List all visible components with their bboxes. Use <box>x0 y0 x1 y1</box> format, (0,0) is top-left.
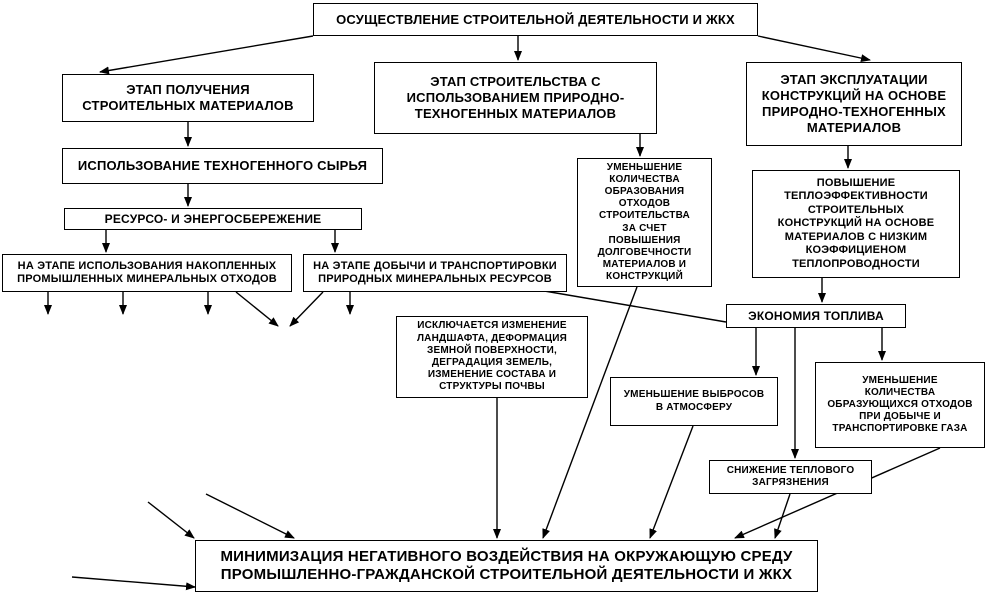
stage-materials-box: ЭТАП ПОЛУЧЕНИЯ СТРОИТЕЛЬНЫХ МАТЕРИАЛОВ <box>62 74 314 122</box>
arrow-extraction-out-1 <box>290 292 323 326</box>
result-box: МИНИМИЗАЦИЯ НЕГАТИВНОГО ВОЗДЕЙСТВИЯ НА ОКРУЖАЮЩУЮ СРЕДУ ПРОМЫШЛЕННО-ГРАЖДАНСКОЙ СТРОИТЕЛЬНОЙ ДЕЯТЕЛЬНОСТИ И ЖКХ <box>195 540 818 592</box>
arrow-thermal-pollution-to-result <box>775 494 790 538</box>
thermal-pollution-box: СНИЖЕНИЕ ТЕПЛОВОГО ЗАГРЯЗНЕНИЯ <box>709 460 872 494</box>
arrow-top-to-materials <box>100 36 313 72</box>
arrow-emissions-to-result <box>650 426 693 538</box>
arrow-accumulated-out-4 <box>236 292 278 326</box>
arrow-top-to-operation <box>758 36 870 60</box>
technogenic-raw-box: ИСПОЛЬЗОВАНИЕ ТЕХНОГЕННОГО СЫРЬЯ <box>62 148 383 184</box>
thermal-efficiency-box: ПОВЫШЕНИЕ ТЕПЛОЭФФЕКТИВНОСТИ СТРОИТЕЛЬНЫХ КОНСТРУКЦИЙ НА ОСНОВЕ МАТЕРИАЛОВ С НИЗКИМ КОЭФФИЦИЕНОМ ТЕПЛОПРОВОДНОСТИ <box>752 170 960 278</box>
resource-saving-box: РЕСУРСО- И ЭНЕРГОСБЕРЕЖЕНИЕ <box>64 208 362 230</box>
gas-waste-box: УМЕНЬШЕНИЕ КОЛИЧЕСТВА ОБРАЗУЮЩИХСЯ ОТХОДОВ ПРИ ДОБЫЧЕ И ТРАНСПОРТИРОВКЕ ГАЗА <box>815 362 985 448</box>
arrow-external-1 <box>148 502 194 538</box>
arrow-external-3 <box>72 577 195 587</box>
extraction-stage-box: НА ЭТАПЕ ДОБЫЧИ И ТРАНСПОРТИРОВКИ ПРИРОДНЫХ МИНЕРАЛЬНЫХ РЕСУРСОВ <box>303 254 567 292</box>
stage-operation-box: ЭТАП ЭКСПЛУАТАЦИИ КОНСТРУКЦИЙ НА ОСНОВЕ ПРИРОДНО-ТЕХНОГЕННЫХ МАТЕРИАЛОВ <box>746 62 962 146</box>
top-box: ОСУЩЕСТВЛЕНИЕ СТРОИТЕЛЬНОЙ ДЕЯТЕЛЬНОСТИ И ЖКХ <box>313 3 758 36</box>
fuel-economy-box: ЭКОНОМИЯ ТОПЛИВА <box>726 304 906 328</box>
arrow-external-2 <box>206 494 294 538</box>
accumulated-waste-box: НА ЭТАПЕ ИСПОЛЬЗОВАНИЯ НАКОПЛЕННЫХ ПРОМЫШЛЕННЫХ МИНЕРАЛЬНЫХ ОТХОДОВ <box>2 254 292 292</box>
waste-reduction-box: УМЕНЬШЕНИЕ КОЛИЧЕСТВА ОБРАЗОВАНИЯ ОТХОДОВ СТРОИТЕЛЬСТВА ЗА СЧЕТ ПОВЫШЕНИЯ ДОЛГОВЕЧНОСТИ МАТЕРИАЛОВ И КОНСТРУКЦИЙ <box>577 158 712 287</box>
emissions-box: УМЕНЬШЕНИЕ ВЫБРОСОВ В АТМОСФЕРУ <box>610 377 778 426</box>
stage-construction-box: ЭТАП СТРОИТЕЛЬСТВА С ИСПОЛЬЗОВАНИЕМ ПРИРОДНО- ТЕХНОГЕННЫХ МАТЕРИАЛОВ <box>374 62 657 134</box>
landscape-box: ИСКЛЮЧАЕТСЯ ИЗМЕНЕНИЕ ЛАНДШАФТА, ДЕФОРМАЦИЯ ЗЕМНОЙ ПОВЕРХНОСТИ, ДЕГРАДАЦИЯ ЗЕМЕЛЬ, ИЗМЕНЕНИЕ СОСТАВА И СТРУКТУРЫ ПОЧВЫ <box>396 316 588 398</box>
